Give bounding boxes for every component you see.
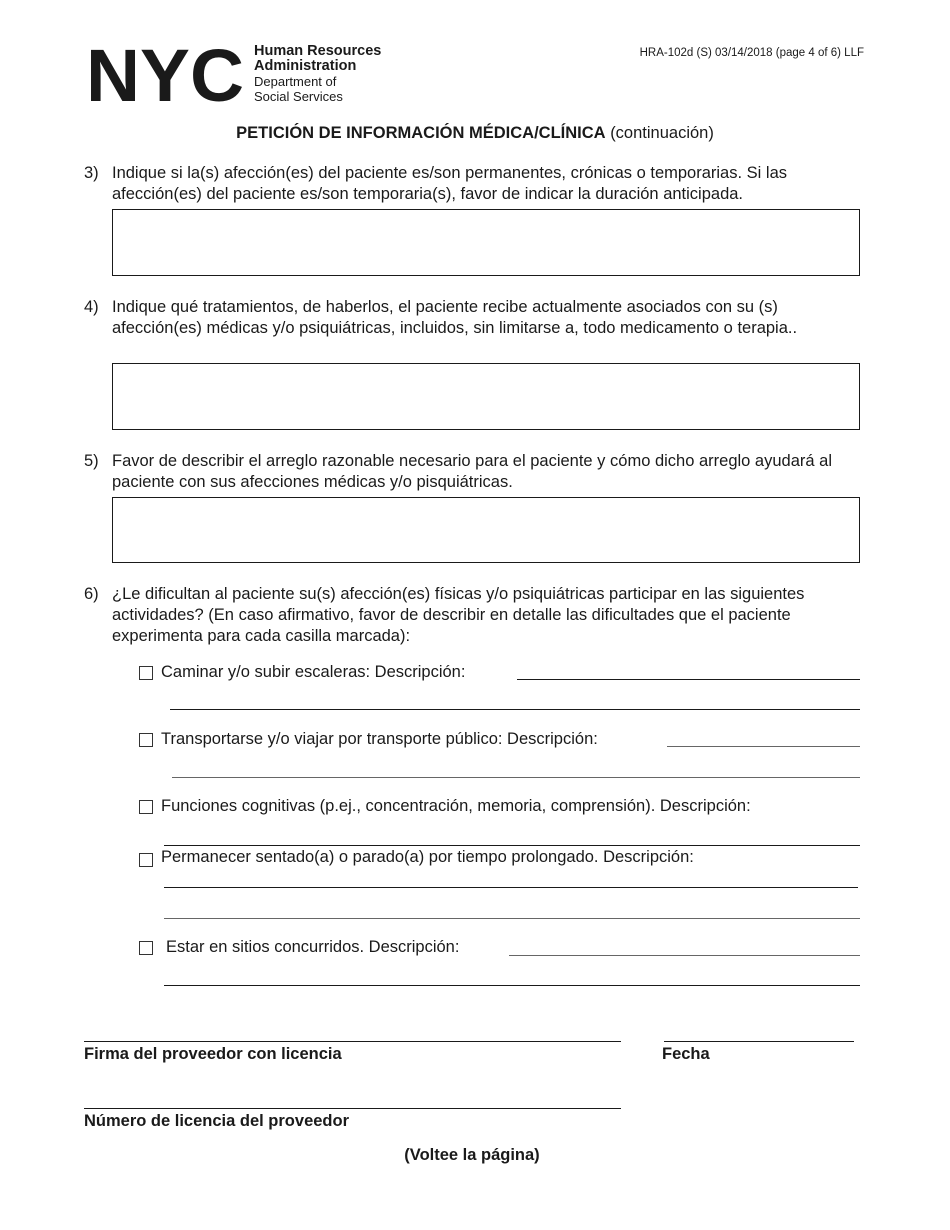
agency-line-1: Human Resources [254, 43, 382, 59]
activity-cognitive-line-1[interactable] [164, 845, 860, 846]
activity-transport-line-2[interactable] [172, 777, 860, 778]
question-4-text: Indique qué tratamientos, de haberlos, el paciente recibe actualmente asociados con su (s) afección(es) médicas y/o psiquiátricas, incluidos, sin limitarse a, todo medicamento o terapia.. [112, 298, 798, 337]
question-3-number: 3) [84, 164, 99, 182]
activity-cognitive-checkbox[interactable] [139, 800, 153, 814]
question-3-answer-box[interactable] [112, 209, 860, 276]
question-5-text: Favor de describir el arreglo razonable necesario para el paciente y cómo dicho arreglo ayudará al paciente con sus afecciones médicas y/o pisquiátricas. [112, 452, 832, 491]
activity-sitting-line-1[interactable] [164, 887, 858, 888]
activity-walking-checkbox[interactable] [139, 666, 153, 680]
question-5-answer-box[interactable] [112, 497, 860, 563]
question-6-number: 6) [84, 585, 99, 603]
nyc-logo [86, 46, 246, 104]
activity-transport-line-1[interactable] [667, 746, 860, 747]
agency-line-4: Social Services [254, 89, 343, 104]
date-label: Fecha [662, 1045, 710, 1063]
turn-page-note: (Voltee la página) [404, 1146, 540, 1164]
title-suffix: (continuación) [610, 124, 714, 142]
date-line[interactable] [664, 1041, 854, 1042]
agency-line-2: Administration [254, 58, 357, 74]
question-4-answer-box[interactable] [112, 363, 860, 430]
activity-crowds-line-1[interactable] [509, 955, 860, 956]
activity-transport-checkbox[interactable] [139, 733, 153, 747]
activity-crowds-checkbox[interactable] [139, 941, 153, 955]
agency-line-3: Department of [254, 74, 337, 89]
page-title [0, 124, 950, 143]
activity-crowds-label: Estar en sitios concurridos. Descripción: [166, 938, 460, 956]
activity-sitting-line-2[interactable] [164, 918, 860, 919]
activity-sitting-label: Permanecer sentado(a) o parado(a) por tiempo prolongado. Descripción: [161, 848, 694, 866]
license-number-line[interactable] [84, 1108, 621, 1109]
activity-walking-line-1[interactable] [517, 679, 860, 680]
activity-transport-label: Transportarse y/o viajar por transporte público: Descripción: [161, 730, 598, 748]
activity-cognitive-label: Funciones cognitivas (p.ej., concentración, memoria, comprensión). Descripción: [161, 797, 751, 815]
form-id: HRA-102d (S) 03/14/2018 (page 4 of 6) LLF [639, 47, 864, 59]
question-3-text: Indique si la(s) afección(es) del paciente es/son permanentes, crónicas o temporarias. Si las afección(es) del paciente es/son temporaria(s), favor de indicar la duración anticipada. [112, 164, 788, 203]
provider-signature-line[interactable] [84, 1041, 621, 1042]
question-5-number: 5) [84, 452, 99, 470]
activity-crowds-line-2[interactable] [164, 985, 860, 986]
nyc-logo-text: NYC [86, 46, 244, 104]
activity-walking-label: Caminar y/o subir escaleras: Descripción: [161, 663, 466, 681]
question-4-number: 4) [84, 298, 99, 316]
question-6-text: ¿Le dificultan al paciente su(s) afección(es) físicas y/o psiquiátricas participar en las siguientes actividades? (En caso afirmativo, favor de describir en detalle las dificultades que el paciente experimenta para cada casilla marcada): [112, 585, 805, 645]
provider-signature-label: Firma del proveedor con licencia [84, 1045, 342, 1063]
license-number-label: Número de licencia del proveedor [84, 1112, 349, 1130]
title-main: PETICIÓN DE INFORMACIÓN MÉDICA/CLÍNICA [236, 124, 606, 142]
activity-walking-line-2[interactable] [170, 709, 860, 710]
agency-name [254, 44, 381, 104]
activity-sitting-checkbox[interactable] [139, 853, 153, 867]
